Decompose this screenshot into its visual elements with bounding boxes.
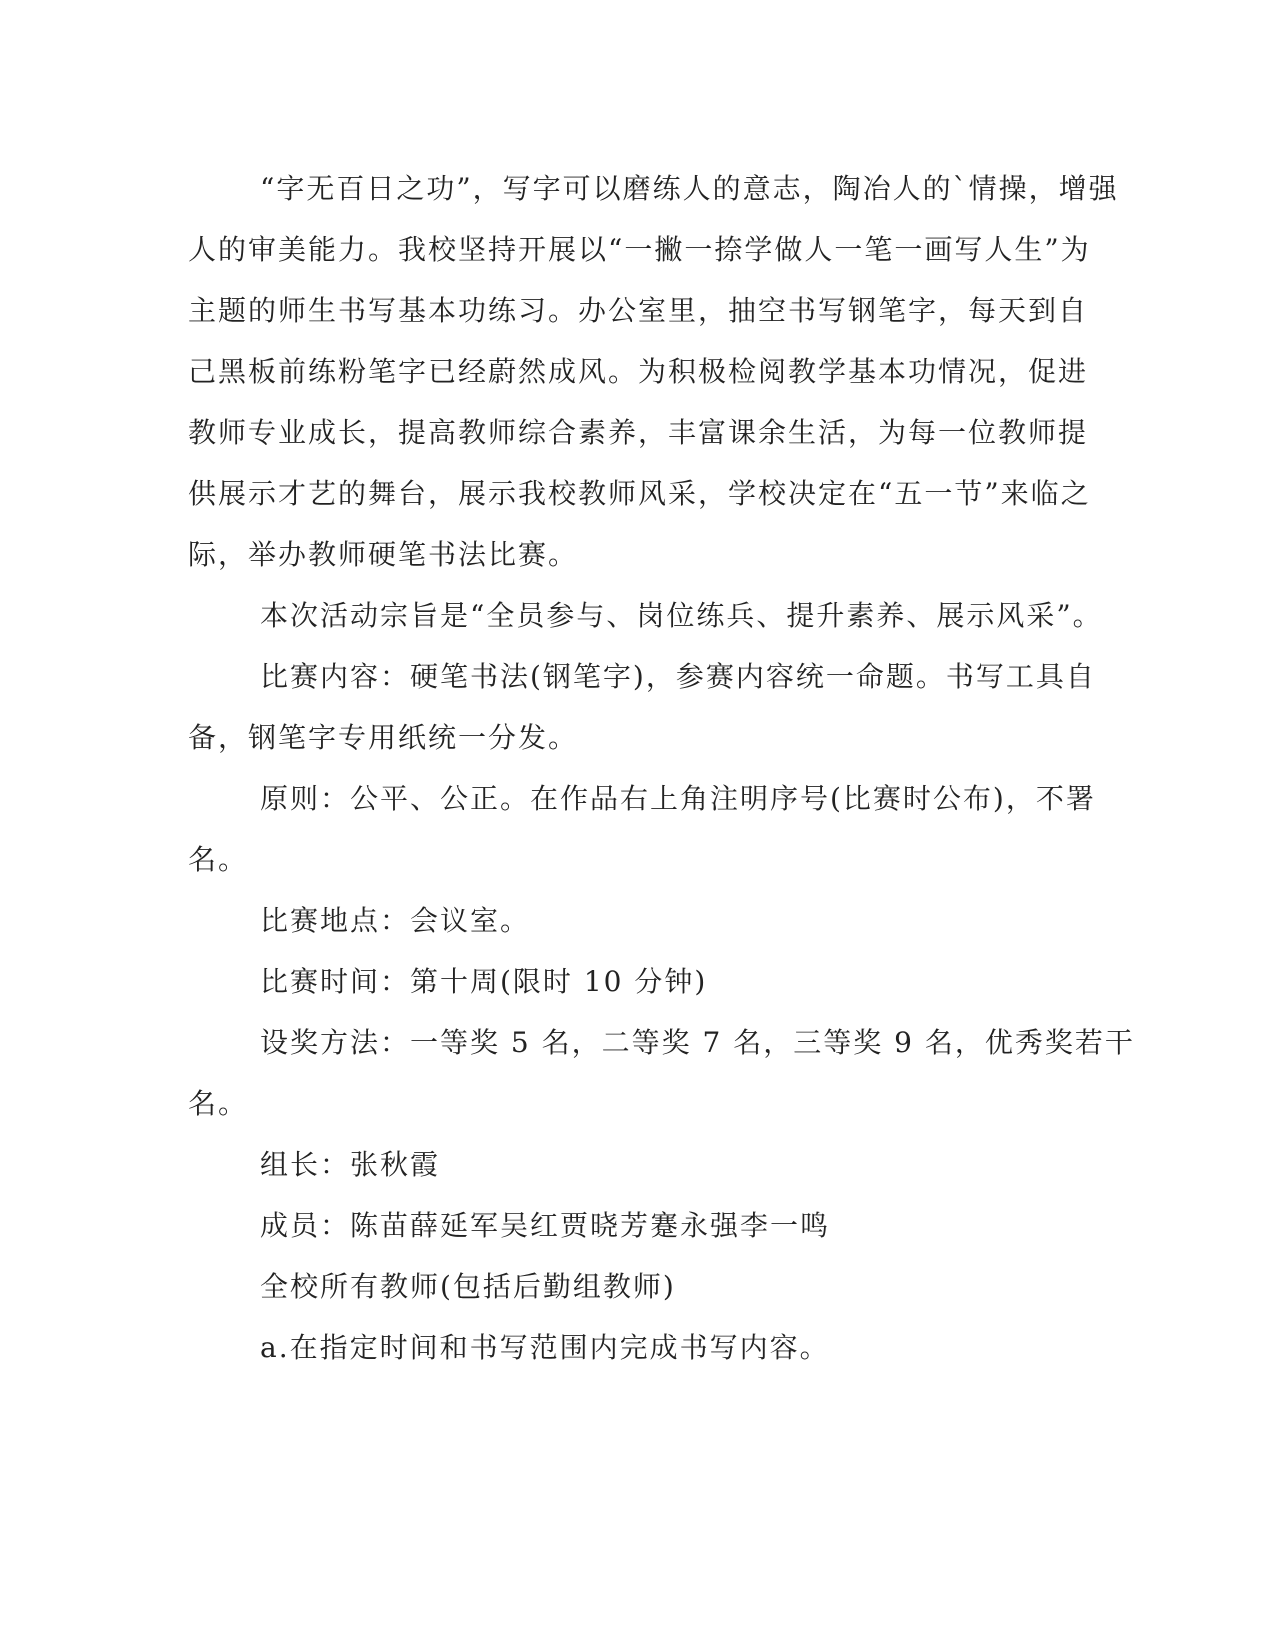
paragraph-awards-line-1: 设奖方法：一等奖 5 名，二等奖 7 名，三等奖 9 名，优秀奖若干 [260, 1026, 1135, 1059]
paragraph-awards-line-2: 名。 [188, 1087, 249, 1120]
paragraph-leader: 组长：张秋霞 [260, 1148, 441, 1181]
paragraph-principle-line-2: 名。 [188, 843, 249, 876]
paragraph-intro-line-2: 人的审美能力。我校坚持开展以“一撇一捺学做人一笔一画写人生”为 [188, 233, 1091, 266]
paragraph-purpose: 本次活动宗旨是“全员参与、岗位练兵、提升素养、展示风采”。 [260, 599, 1103, 632]
paragraph-members: 成员：陈苗薛延军吴红贾晓芳蹇永强李一鸣 [260, 1209, 831, 1242]
paragraph-intro-line-4: 己黑板前练粉笔字已经蔚然成风。为积极检阅教学基本功情况，促进 [188, 355, 1089, 388]
paragraph-intro-line-1: “字无百日之功”，写字可以磨练人的意志，陶冶人的`情操，增强 [260, 172, 1119, 205]
paragraph-requirement-a: a.在指定时间和书写范围内完成书写内容。 [260, 1331, 830, 1364]
document-body [188, 158, 1135, 1378]
paragraph-participants: 全校所有教师(包括后勤组教师) [260, 1270, 676, 1303]
paragraph-content-line-1: 比赛内容：硬笔书法(钢笔字)，参赛内容统一命题。书写工具自 [260, 660, 1096, 693]
paragraph-location: 比赛地点：会议室。 [260, 904, 531, 937]
paragraph-intro-line-5: 教师专业成长，提高教师综合素养，丰富课余生活，为每一位教师提 [188, 416, 1089, 449]
paragraph-intro-line-7: 际，举办教师硬笔书法比赛。 [188, 538, 579, 571]
paragraph-content-line-2: 备，钢笔字专用纸统一分发。 [188, 721, 579, 754]
paragraph-time: 比赛时间：第十周(限时 10 分钟) [260, 965, 708, 998]
paragraph-intro-line-6: 供展示才艺的舞台，展示我校教师风采，学校决定在“五一节”来临之 [188, 477, 1091, 510]
paragraph-principle-line-1: 原则：公平、公正。在作品右上角注明序号(比赛时公布)，不署 [260, 782, 1096, 815]
paragraph-intro-line-3: 主题的师生书写基本功练习。办公室里，抽空书写钢笔字，每天到自 [188, 294, 1089, 327]
